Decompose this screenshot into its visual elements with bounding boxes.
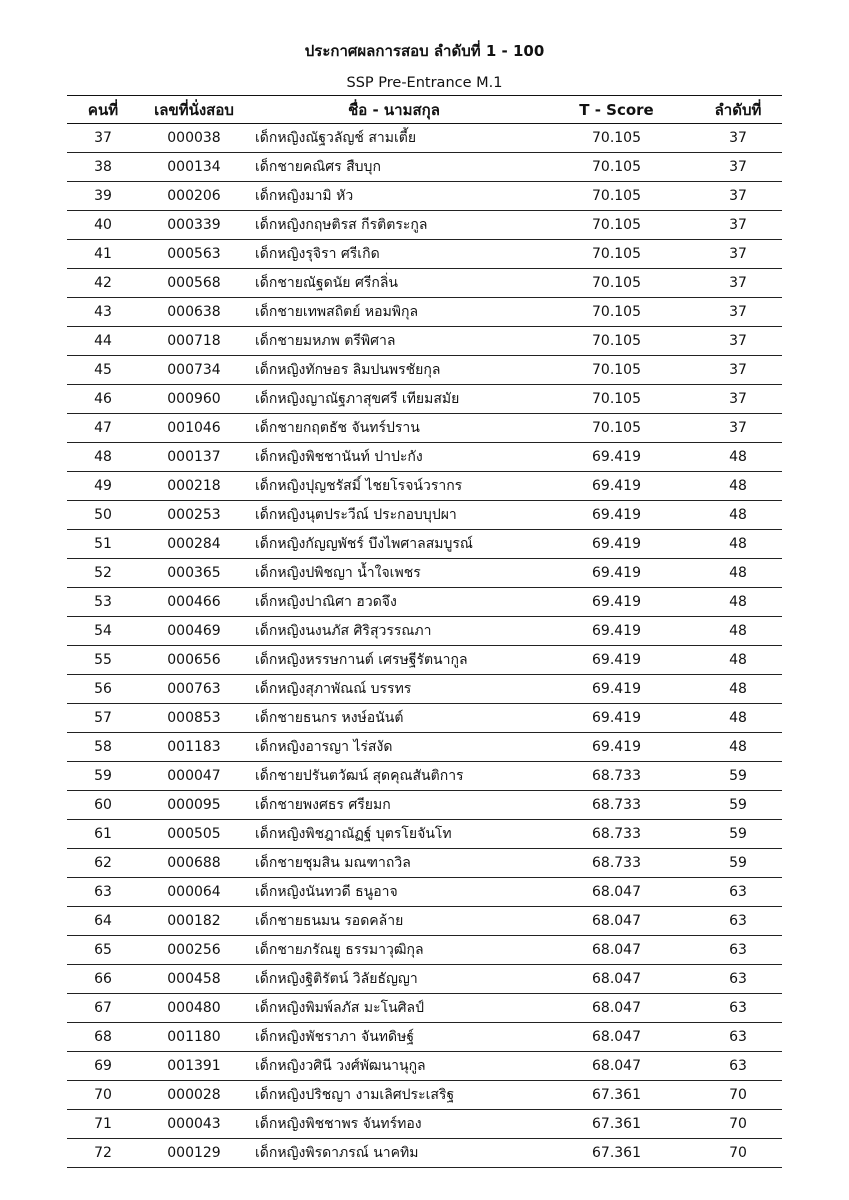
cell-seat-number: 000638 bbox=[139, 298, 249, 327]
table-row bbox=[67, 617, 782, 646]
cell-person-number: 60 bbox=[67, 791, 139, 820]
cell-t-score: 70.105 bbox=[539, 327, 694, 356]
table-row bbox=[67, 501, 782, 530]
cell-full-name: เด็กชายเทพสถิตย์ หอมพิกุล bbox=[249, 298, 539, 327]
cell-seat-number: 000134 bbox=[139, 153, 249, 182]
cell-rank: 37 bbox=[694, 414, 782, 443]
cell-person-number: 47 bbox=[67, 414, 139, 443]
cell-rank: 37 bbox=[694, 153, 782, 182]
cell-full-name: เด็กหญิงสุภาพัณณ์ บรรทร bbox=[249, 675, 539, 704]
cell-full-name: เด็กหญิงมามิ หัว bbox=[249, 182, 539, 211]
cell-t-score: 70.105 bbox=[539, 269, 694, 298]
cell-full-name: เด็กชายณัฐดนัย ศรีกลิ่น bbox=[249, 269, 539, 298]
cell-rank: 37 bbox=[694, 298, 782, 327]
column-header-seat-number: เลขที่นั่งสอบ bbox=[139, 96, 249, 124]
cell-full-name: เด็กหญิงฐิติรัตน์ วิลัยธัญญา bbox=[249, 965, 539, 994]
cell-seat-number: 000182 bbox=[139, 907, 249, 936]
cell-t-score: 68.733 bbox=[539, 762, 694, 791]
cell-full-name: เด็กหญิงปพิชญา น้ำใจเพชร bbox=[249, 559, 539, 588]
cell-full-name: เด็กหญิงกฤษติรส กีรติตระกูล bbox=[249, 211, 539, 240]
cell-full-name: เด็กหญิงณัฐวลัญช์ สามเตี้ย bbox=[249, 124, 539, 153]
cell-person-number: 62 bbox=[67, 849, 139, 878]
cell-seat-number: 000043 bbox=[139, 1110, 249, 1139]
cell-t-score: 69.419 bbox=[539, 530, 694, 559]
cell-rank: 37 bbox=[694, 182, 782, 211]
cell-seat-number: 000853 bbox=[139, 704, 249, 733]
cell-seat-number: 000563 bbox=[139, 240, 249, 269]
table-row bbox=[67, 820, 782, 849]
cell-rank: 70 bbox=[694, 1110, 782, 1139]
cell-t-score: 70.105 bbox=[539, 124, 694, 153]
column-header-person-number: คนที่ bbox=[67, 96, 139, 124]
cell-seat-number: 000734 bbox=[139, 356, 249, 385]
table-row bbox=[67, 530, 782, 559]
cell-person-number: 48 bbox=[67, 443, 139, 472]
cell-t-score: 70.105 bbox=[539, 298, 694, 327]
cell-t-score: 70.105 bbox=[539, 153, 694, 182]
cell-t-score: 68.733 bbox=[539, 820, 694, 849]
page-subtitle: SSP Pre-Entrance M.1 bbox=[346, 75, 503, 91]
cell-full-name: เด็กหญิงกัญญพัชร์ บึงไพศาลสมบูรณ์ bbox=[249, 530, 539, 559]
cell-full-name: เด็กหญิงปริชญา งามเลิศประเสริฐ bbox=[249, 1081, 539, 1110]
table-header-row bbox=[67, 96, 782, 124]
cell-t-score: 69.419 bbox=[539, 472, 694, 501]
cell-person-number: 56 bbox=[67, 675, 139, 704]
table-row bbox=[67, 762, 782, 791]
cell-seat-number: 000095 bbox=[139, 791, 249, 820]
cell-seat-number: 000064 bbox=[139, 878, 249, 907]
table-row bbox=[67, 298, 782, 327]
cell-seat-number: 001183 bbox=[139, 733, 249, 762]
cell-seat-number: 000458 bbox=[139, 965, 249, 994]
cell-seat-number: 000656 bbox=[139, 646, 249, 675]
cell-full-name: เด็กหญิงนงนภัส ศิริสุวรรณภา bbox=[249, 617, 539, 646]
cell-full-name: เด็กชายธนมน รอดคล้าย bbox=[249, 907, 539, 936]
table-row bbox=[67, 385, 782, 414]
cell-full-name: เด็กหญิงพิรดาภรณ์ นาคทิม bbox=[249, 1139, 539, 1168]
cell-person-number: 42 bbox=[67, 269, 139, 298]
table-row bbox=[67, 878, 782, 907]
column-header-rank: ลำดับที่ bbox=[694, 96, 782, 124]
cell-rank: 48 bbox=[694, 704, 782, 733]
cell-seat-number: 000038 bbox=[139, 124, 249, 153]
cell-t-score: 70.105 bbox=[539, 356, 694, 385]
cell-full-name: เด็กชายปรันตวัฒน์ สุดคุณสันติการ bbox=[249, 762, 539, 791]
cell-rank: 48 bbox=[694, 559, 782, 588]
cell-rank: 70 bbox=[694, 1081, 782, 1110]
cell-person-number: 70 bbox=[67, 1081, 139, 1110]
cell-rank: 37 bbox=[694, 240, 782, 269]
table-row bbox=[67, 240, 782, 269]
cell-seat-number: 000505 bbox=[139, 820, 249, 849]
table-row bbox=[67, 356, 782, 385]
cell-rank: 63 bbox=[694, 878, 782, 907]
cell-t-score: 69.419 bbox=[539, 733, 694, 762]
cell-full-name: เด็กหญิงพิชฎาณัฏฐ์ บุตรโยจันโท bbox=[249, 820, 539, 849]
column-header-full-name: ชื่อ - นามสกุล bbox=[249, 96, 539, 124]
cell-person-number: 59 bbox=[67, 762, 139, 791]
cell-rank: 48 bbox=[694, 733, 782, 762]
cell-rank: 37 bbox=[694, 269, 782, 298]
cell-person-number: 53 bbox=[67, 588, 139, 617]
cell-person-number: 58 bbox=[67, 733, 139, 762]
cell-rank: 59 bbox=[694, 791, 782, 820]
cell-seat-number: 000256 bbox=[139, 936, 249, 965]
cell-full-name: เด็กหญิงอารญา ไร่สงัด bbox=[249, 733, 539, 762]
cell-t-score: 68.047 bbox=[539, 1023, 694, 1052]
table-row bbox=[67, 443, 782, 472]
table-row bbox=[67, 994, 782, 1023]
table-row bbox=[67, 1023, 782, 1052]
cell-full-name: เด็กหญิงญาณัฐภาสุขศรี เทียมสมัย bbox=[249, 385, 539, 414]
cell-full-name: เด็กชายภรัณยู ธรรมาวุฒิกุล bbox=[249, 936, 539, 965]
cell-rank: 48 bbox=[694, 675, 782, 704]
cell-seat-number: 000469 bbox=[139, 617, 249, 646]
cell-seat-number: 000763 bbox=[139, 675, 249, 704]
page-title: ประกาศผลการสอบ ลำดับที่ 1 - 100 bbox=[304, 42, 545, 60]
cell-person-number: 38 bbox=[67, 153, 139, 182]
cell-rank: 63 bbox=[694, 994, 782, 1023]
cell-t-score: 68.047 bbox=[539, 994, 694, 1023]
cell-seat-number: 001046 bbox=[139, 414, 249, 443]
cell-seat-number: 000466 bbox=[139, 588, 249, 617]
cell-person-number: 57 bbox=[67, 704, 139, 733]
table-row bbox=[67, 733, 782, 762]
column-header-t-score: T - Score bbox=[539, 96, 694, 124]
table-row bbox=[67, 153, 782, 182]
cell-t-score: 69.419 bbox=[539, 443, 694, 472]
cell-rank: 63 bbox=[694, 965, 782, 994]
cell-person-number: 49 bbox=[67, 472, 139, 501]
cell-person-number: 71 bbox=[67, 1110, 139, 1139]
cell-full-name: เด็กหญิงพัชราภา จันทดิษฐ์ bbox=[249, 1023, 539, 1052]
cell-seat-number: 000206 bbox=[139, 182, 249, 211]
cell-seat-number: 000218 bbox=[139, 472, 249, 501]
cell-person-number: 51 bbox=[67, 530, 139, 559]
cell-person-number: 69 bbox=[67, 1052, 139, 1081]
cell-person-number: 52 bbox=[67, 559, 139, 588]
cell-full-name: เด็กชายชุมสิน มณฑาถวิล bbox=[249, 849, 539, 878]
cell-person-number: 68 bbox=[67, 1023, 139, 1052]
cell-person-number: 64 bbox=[67, 907, 139, 936]
cell-t-score: 70.105 bbox=[539, 211, 694, 240]
cell-person-number: 54 bbox=[67, 617, 139, 646]
cell-rank: 37 bbox=[694, 124, 782, 153]
cell-rank: 63 bbox=[694, 1052, 782, 1081]
cell-seat-number: 000339 bbox=[139, 211, 249, 240]
cell-full-name: เด็กหญิงรุจิรา ศรีเกิด bbox=[249, 240, 539, 269]
table-row bbox=[67, 124, 782, 153]
cell-person-number: 63 bbox=[67, 878, 139, 907]
cell-seat-number: 001391 bbox=[139, 1052, 249, 1081]
cell-t-score: 68.047 bbox=[539, 1052, 694, 1081]
cell-person-number: 72 bbox=[67, 1139, 139, 1168]
cell-full-name: เด็กหญิงพิชชาพร จันทร์ทอง bbox=[249, 1110, 539, 1139]
cell-rank: 59 bbox=[694, 762, 782, 791]
cell-t-score: 69.419 bbox=[539, 617, 694, 646]
table-row bbox=[67, 965, 782, 994]
cell-rank: 63 bbox=[694, 936, 782, 965]
cell-full-name: เด็กชายกฤตธัช จันทร์ปราน bbox=[249, 414, 539, 443]
cell-t-score: 69.419 bbox=[539, 704, 694, 733]
cell-full-name: เด็กชายมหภพ ตรีพิศาล bbox=[249, 327, 539, 356]
cell-t-score: 69.419 bbox=[539, 646, 694, 675]
cell-t-score: 67.361 bbox=[539, 1139, 694, 1168]
cell-rank: 37 bbox=[694, 327, 782, 356]
cell-full-name: เด็กหญิงนันทวดี ธนูอาจ bbox=[249, 878, 539, 907]
cell-seat-number: 001180 bbox=[139, 1023, 249, 1052]
cell-t-score: 68.047 bbox=[539, 907, 694, 936]
cell-seat-number: 000718 bbox=[139, 327, 249, 356]
cell-person-number: 66 bbox=[67, 965, 139, 994]
cell-t-score: 68.047 bbox=[539, 878, 694, 907]
cell-seat-number: 000047 bbox=[139, 762, 249, 791]
cell-t-score: 68.047 bbox=[539, 965, 694, 994]
cell-rank: 37 bbox=[694, 211, 782, 240]
cell-full-name: เด็กหญิงหรรษกานต์ เศรษฐีรัตนากูล bbox=[249, 646, 539, 675]
table-row bbox=[67, 269, 782, 298]
table-row bbox=[67, 1052, 782, 1081]
table-row bbox=[67, 646, 782, 675]
cell-full-name: เด็กชายคณิศร สืบบุก bbox=[249, 153, 539, 182]
table-row bbox=[67, 936, 782, 965]
cell-t-score: 69.419 bbox=[539, 501, 694, 530]
cell-t-score: 67.361 bbox=[539, 1110, 694, 1139]
cell-person-number: 44 bbox=[67, 327, 139, 356]
cell-person-number: 41 bbox=[67, 240, 139, 269]
results-table bbox=[67, 95, 782, 1168]
cell-person-number: 39 bbox=[67, 182, 139, 211]
cell-seat-number: 000960 bbox=[139, 385, 249, 414]
cell-person-number: 37 bbox=[67, 124, 139, 153]
cell-rank: 37 bbox=[694, 356, 782, 385]
cell-person-number: 50 bbox=[67, 501, 139, 530]
cell-full-name: เด็กหญิงนุตประวีณ์ ประกอบบุปผา bbox=[249, 501, 539, 530]
table-row bbox=[67, 182, 782, 211]
cell-rank: 48 bbox=[694, 501, 782, 530]
cell-t-score: 70.105 bbox=[539, 182, 694, 211]
cell-full-name: เด็กหญิงพิมพ์ลภัส มะโนศิลป์ bbox=[249, 994, 539, 1023]
cell-rank: 63 bbox=[694, 1023, 782, 1052]
cell-rank: 48 bbox=[694, 443, 782, 472]
table-row bbox=[67, 559, 782, 588]
table-row bbox=[67, 1139, 782, 1168]
table-row bbox=[67, 791, 782, 820]
cell-t-score: 70.105 bbox=[539, 385, 694, 414]
cell-full-name: เด็กชายพงศธร ศรียมก bbox=[249, 791, 539, 820]
cell-rank: 37 bbox=[694, 385, 782, 414]
cell-rank: 48 bbox=[694, 588, 782, 617]
cell-full-name: เด็กชายธนกร หงษ์อนันต์ bbox=[249, 704, 539, 733]
cell-t-score: 69.419 bbox=[539, 588, 694, 617]
cell-seat-number: 000365 bbox=[139, 559, 249, 588]
table-row bbox=[67, 849, 782, 878]
cell-rank: 63 bbox=[694, 907, 782, 936]
cell-seat-number: 000028 bbox=[139, 1081, 249, 1110]
cell-rank: 48 bbox=[694, 472, 782, 501]
table-row bbox=[67, 1081, 782, 1110]
cell-full-name: เด็กหญิงวศินี วงศ์พัฒนานุกูล bbox=[249, 1052, 539, 1081]
cell-t-score: 68.047 bbox=[539, 936, 694, 965]
cell-person-number: 45 bbox=[67, 356, 139, 385]
cell-rank: 48 bbox=[694, 646, 782, 675]
cell-full-name: เด็กหญิงพิชชานันท์ ปาปะกัง bbox=[249, 443, 539, 472]
cell-person-number: 65 bbox=[67, 936, 139, 965]
cell-rank: 59 bbox=[694, 820, 782, 849]
cell-person-number: 67 bbox=[67, 994, 139, 1023]
cell-seat-number: 000284 bbox=[139, 530, 249, 559]
cell-full-name: เด็กหญิงปุญชรัสมิ์ ไชยโรจน์วรากร bbox=[249, 472, 539, 501]
table-row bbox=[67, 675, 782, 704]
table-row bbox=[67, 327, 782, 356]
table-row bbox=[67, 211, 782, 240]
cell-seat-number: 000129 bbox=[139, 1139, 249, 1168]
cell-seat-number: 000568 bbox=[139, 269, 249, 298]
cell-t-score: 67.361 bbox=[539, 1081, 694, 1110]
cell-t-score: 70.105 bbox=[539, 414, 694, 443]
cell-t-score: 69.419 bbox=[539, 675, 694, 704]
cell-t-score: 70.105 bbox=[539, 240, 694, 269]
cell-seat-number: 000253 bbox=[139, 501, 249, 530]
cell-t-score: 69.419 bbox=[539, 559, 694, 588]
cell-rank: 59 bbox=[694, 849, 782, 878]
cell-full-name: เด็กหญิงปาณิศา ฮวดจึง bbox=[249, 588, 539, 617]
cell-person-number: 43 bbox=[67, 298, 139, 327]
cell-person-number: 46 bbox=[67, 385, 139, 414]
cell-full-name: เด็กหญิงทักษอร ลิมปนพรชัยกุล bbox=[249, 356, 539, 385]
cell-rank: 48 bbox=[694, 530, 782, 559]
cell-seat-number: 000480 bbox=[139, 994, 249, 1023]
table-row bbox=[67, 472, 782, 501]
cell-rank: 70 bbox=[694, 1139, 782, 1168]
cell-seat-number: 000137 bbox=[139, 443, 249, 472]
table-row bbox=[67, 588, 782, 617]
cell-t-score: 68.733 bbox=[539, 849, 694, 878]
table-row bbox=[67, 907, 782, 936]
cell-person-number: 40 bbox=[67, 211, 139, 240]
cell-seat-number: 000688 bbox=[139, 849, 249, 878]
table-row bbox=[67, 1110, 782, 1139]
cell-t-score: 68.733 bbox=[539, 791, 694, 820]
cell-rank: 48 bbox=[694, 617, 782, 646]
table-row bbox=[67, 704, 782, 733]
table-row bbox=[67, 414, 782, 443]
cell-person-number: 61 bbox=[67, 820, 139, 849]
cell-person-number: 55 bbox=[67, 646, 139, 675]
